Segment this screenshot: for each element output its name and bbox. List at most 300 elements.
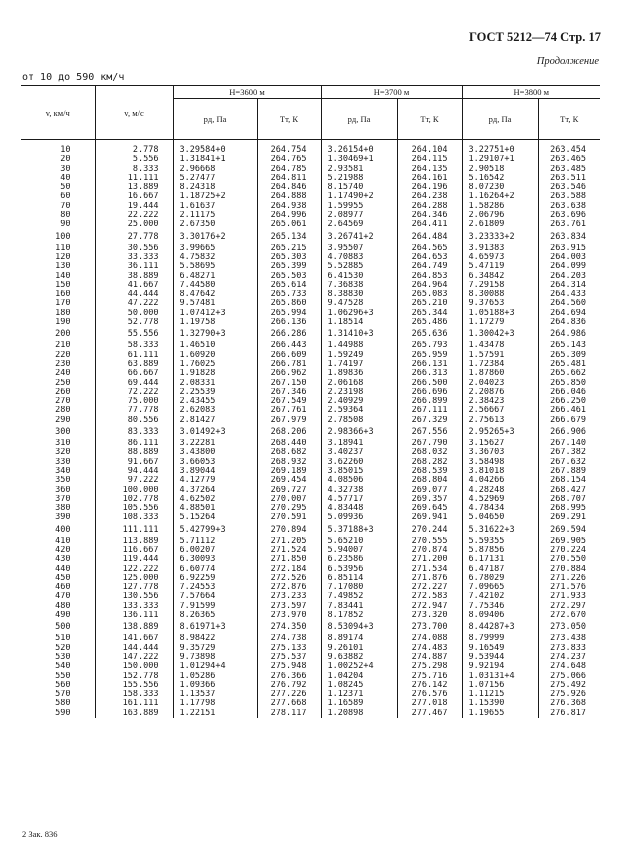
table-cell: 19.444 xyxy=(95,202,173,211)
table-cell: 152.778 xyxy=(95,672,173,681)
table-cell: 8.53094+3 xyxy=(321,620,397,634)
table-cell: 263.834 xyxy=(538,230,600,244)
group-header-row xyxy=(21,86,600,99)
table-cell: 270 xyxy=(55,397,71,407)
table-cell: 265.994 xyxy=(257,309,321,318)
table-cell: 276.142 xyxy=(397,681,462,690)
table-cell: 269.905 xyxy=(538,537,600,546)
table-cell: 264.104 xyxy=(397,140,462,156)
table-cell: 6.34842 xyxy=(462,272,538,281)
table-cell: 41.667 xyxy=(95,281,173,290)
table-cell: 264.765 xyxy=(257,155,321,164)
table-cell: 2.81427 xyxy=(173,416,257,425)
table-row xyxy=(21,318,600,327)
table-cell: 7.49852 xyxy=(321,592,397,601)
table-cell: 7.42102 xyxy=(462,592,538,601)
table-cell: 136.111 xyxy=(95,611,173,620)
table-cell: 77.778 xyxy=(95,406,173,415)
table-cell: 5.37188+3 xyxy=(321,523,397,537)
table-cell: 267.346 xyxy=(257,388,321,397)
table-cell: 3.22751+0 xyxy=(462,140,538,156)
table-cell: 4.37264 xyxy=(173,486,257,495)
table-cell: 278.117 xyxy=(257,709,321,718)
table-cell: 6.53956 xyxy=(321,565,397,574)
table-cell: 120 xyxy=(55,252,71,262)
table-cell: 75.000 xyxy=(95,397,173,406)
table-row xyxy=(21,327,600,341)
table-cell: 90 xyxy=(60,220,71,230)
table-cell: 160 xyxy=(55,290,71,300)
table-cell: 276.368 xyxy=(538,699,600,708)
table-cell: 100 xyxy=(55,231,71,242)
speed-pressure-temperature-table xyxy=(21,85,600,718)
table-cell: 2.43455 xyxy=(173,397,257,406)
table-cell: 2.61809 xyxy=(462,220,538,229)
table-cell: 264.888 xyxy=(257,192,321,201)
table-cell: 7.83441 xyxy=(321,602,397,611)
table-cell: 8.98422 xyxy=(173,634,257,643)
table-row xyxy=(21,309,600,318)
table-cell: 6.60774 xyxy=(173,565,257,574)
table-cell: 267.329 xyxy=(397,416,462,425)
table-cell: 5.71112 xyxy=(173,537,257,546)
table-cell: 7.44580 xyxy=(173,281,257,290)
table-cell: 4.57717 xyxy=(321,495,397,504)
table-cell: 270.550 xyxy=(538,555,600,564)
table-cell: 4.32738 xyxy=(321,486,397,495)
table-cell: 276.817 xyxy=(538,709,600,718)
table-cell: 91.667 xyxy=(95,458,173,467)
table-cell: 275.492 xyxy=(538,681,600,690)
table-row xyxy=(21,397,600,406)
table-cell: 22.222 xyxy=(95,211,173,220)
table-cell: 190 xyxy=(55,318,71,328)
table-cell: 450 xyxy=(55,573,71,583)
table-row xyxy=(21,253,600,262)
table-cell: 80.556 xyxy=(95,416,173,425)
table-cell: 69.444 xyxy=(95,379,173,388)
table-cell: 200 xyxy=(55,329,71,340)
table-cell: 9.35729 xyxy=(173,644,257,653)
table-cell: 3.85015 xyxy=(321,467,397,476)
table-cell: 280 xyxy=(55,406,71,416)
tt-header: Tт, К xyxy=(397,99,462,140)
table-cell: 150 xyxy=(55,280,71,290)
table-cell: 266.500 xyxy=(397,379,462,388)
table-cell: 267.556 xyxy=(397,425,462,439)
table-cell: 20 xyxy=(60,155,71,165)
table-cell: 3.43800 xyxy=(173,448,257,457)
table-cell: 2.90518 xyxy=(462,165,538,174)
table-row xyxy=(21,290,600,299)
table-cell: 3.36703 xyxy=(462,448,538,457)
table-cell: 265.344 xyxy=(397,309,462,318)
table-row xyxy=(21,555,600,564)
table-cell: 170 xyxy=(55,299,71,309)
table-cell: 1.89836 xyxy=(321,369,397,378)
table-cell: 9.92194 xyxy=(462,662,538,671)
table-cell: 5.31622+3 xyxy=(462,523,538,537)
table-cell: 265.309 xyxy=(538,351,600,360)
table-cell: 4.78434 xyxy=(462,504,538,513)
table-cell: 264.346 xyxy=(397,211,462,220)
table-cell: 240 xyxy=(55,369,71,379)
table-cell: 1.05286 xyxy=(173,672,257,681)
table-cell: 360 xyxy=(55,485,71,495)
table-cell: 1.18725+2 xyxy=(173,192,257,201)
table-cell: 270.007 xyxy=(257,495,321,504)
table-cell: 1.16589 xyxy=(321,699,397,708)
table-row xyxy=(21,183,600,192)
table-cell: 264.099 xyxy=(538,262,600,271)
table-cell: 277.018 xyxy=(397,699,462,708)
table-row xyxy=(21,620,600,634)
table-cell: 3.99665 xyxy=(173,244,257,253)
table-cell: 270.894 xyxy=(257,523,321,537)
table-cell: 266.679 xyxy=(538,416,600,425)
table-cell: 3.01492+3 xyxy=(173,425,257,439)
table-cell: 269.941 xyxy=(397,513,462,522)
table-cell: 2.75613 xyxy=(462,416,538,425)
table-cell: 264.314 xyxy=(538,281,600,290)
altitude-group-header: H=3800 м xyxy=(462,86,600,99)
table-cell: 263.511 xyxy=(538,174,600,183)
table-cell: 590 xyxy=(55,708,71,718)
table-cell: 250 xyxy=(55,378,71,388)
table-row xyxy=(21,281,600,290)
table-cell: 264.785 xyxy=(257,165,321,174)
table-cell: 25.000 xyxy=(95,220,173,229)
table-cell: 263.588 xyxy=(538,192,600,201)
table-cell: 274.648 xyxy=(538,662,600,671)
table-row xyxy=(21,406,600,415)
table-cell: 2.40929 xyxy=(321,397,397,406)
table-cell: 500 xyxy=(55,622,71,633)
table-cell: 2.04023 xyxy=(462,379,538,388)
table-cell: 264.560 xyxy=(538,299,600,308)
table-cell: 340 xyxy=(55,466,71,476)
table-cell: 5.04650 xyxy=(462,513,538,522)
table-cell: 264.846 xyxy=(257,183,321,192)
table-cell: 9.53944 xyxy=(462,653,538,662)
pd-header: pд, Па xyxy=(173,99,257,140)
table-cell: 9.73898 xyxy=(173,653,257,662)
table-cell: 264.411 xyxy=(397,220,462,229)
table-cell: 269.454 xyxy=(257,476,321,485)
table-row xyxy=(21,299,600,308)
tt-header: Tт, К xyxy=(257,99,321,140)
table-cell: 530 xyxy=(55,652,71,662)
table-cell: 3.22281 xyxy=(173,439,257,448)
table-cell: 1.22151 xyxy=(173,709,257,718)
table-cell: 1.07412+3 xyxy=(173,309,257,318)
table-cell: 8.333 xyxy=(95,165,173,174)
table-row xyxy=(21,495,600,504)
table-cell: 97.222 xyxy=(95,476,173,485)
table-cell: 330 xyxy=(55,457,71,467)
table-cell: 8.09406 xyxy=(462,611,538,620)
table-cell: 265.850 xyxy=(538,379,600,388)
table-cell: 275.926 xyxy=(538,690,600,699)
table-row xyxy=(21,379,600,388)
table-cell: 272.670 xyxy=(538,611,600,620)
table-cell: 7.57664 xyxy=(173,592,257,601)
pd-header: pд, Па xyxy=(462,99,538,140)
table-row xyxy=(21,653,600,662)
table-cell: 5.59355 xyxy=(462,537,538,546)
table-cell: 274.237 xyxy=(538,653,600,662)
table-cell: 290 xyxy=(55,415,71,425)
table-cell: 47.222 xyxy=(95,299,173,308)
table-cell: 3.40237 xyxy=(321,448,397,457)
table-cell: 269.727 xyxy=(257,486,321,495)
table-row xyxy=(21,513,600,522)
table-cell: 88.889 xyxy=(95,448,173,457)
table-cell: 268.440 xyxy=(257,439,321,448)
table-cell: 1.30042+3 xyxy=(462,327,538,341)
table-cell: 265.614 xyxy=(257,281,321,290)
table-cell: 400 xyxy=(55,524,71,535)
table-cell: 490 xyxy=(55,611,71,621)
table-row xyxy=(21,681,600,690)
table-cell: 272.184 xyxy=(257,565,321,574)
table-cell: 271.876 xyxy=(397,574,462,583)
table-cell: 38.889 xyxy=(95,272,173,281)
table-cell: 1.11215 xyxy=(462,690,538,699)
table-cell: 267.549 xyxy=(257,397,321,406)
table-row xyxy=(21,662,600,671)
table-cell: 430 xyxy=(55,555,71,565)
table-cell: 264.811 xyxy=(257,174,321,183)
table-cell: 6.92259 xyxy=(173,574,257,583)
table-cell: 271.850 xyxy=(257,555,321,564)
table-cell: 272.227 xyxy=(397,583,462,592)
table-row xyxy=(21,272,600,281)
table-cell: 1.58286 xyxy=(462,202,538,211)
v-kmh-header: v, км/ч xyxy=(21,86,95,140)
table-cell: 2.08977 xyxy=(321,211,397,220)
table-cell: 4.28248 xyxy=(462,486,538,495)
table-cell: 264.653 xyxy=(397,253,462,262)
table-cell: 6.30093 xyxy=(173,555,257,564)
table-cell: 5.87856 xyxy=(462,546,538,555)
table-cell: 1.76025 xyxy=(173,360,257,369)
table-cell: 272.583 xyxy=(397,592,462,601)
table-cell: 275.066 xyxy=(538,672,600,681)
table-cell: 263.696 xyxy=(538,211,600,220)
table-cell: 7.09665 xyxy=(462,583,538,592)
table-cell: 260 xyxy=(55,387,71,397)
table-cell: 66.667 xyxy=(95,369,173,378)
table-cell: 4.12779 xyxy=(173,476,257,485)
table-row xyxy=(21,690,600,699)
table-cell: 130.556 xyxy=(95,592,173,601)
table-cell: 2.62083 xyxy=(173,406,257,415)
table-cell: 268.154 xyxy=(538,476,600,485)
table-cell: 390 xyxy=(55,513,71,523)
table-cell: 272.876 xyxy=(257,583,321,592)
table-cell: 263.454 xyxy=(538,140,600,156)
table-cell: 264.288 xyxy=(397,202,462,211)
table-cell: 44.444 xyxy=(95,290,173,299)
table-cell: 274.887 xyxy=(397,653,462,662)
table-cell: 274.483 xyxy=(397,644,462,653)
table-cell: 267.632 xyxy=(538,458,600,467)
table-cell: 4.08506 xyxy=(321,476,397,485)
table-cell: 133.333 xyxy=(95,602,173,611)
table-cell: 264.196 xyxy=(397,183,462,192)
table-cell: 4.70883 xyxy=(321,253,397,262)
table-cell: 9.37653 xyxy=(462,299,538,308)
table-cell: 6.85114 xyxy=(321,574,397,583)
table-cell: 3.18941 xyxy=(321,439,397,448)
table-cell: 268.932 xyxy=(257,458,321,467)
table-cell: 4.83448 xyxy=(321,504,397,513)
table-cell: 1.17490+2 xyxy=(321,192,397,201)
table-cell: 2.23198 xyxy=(321,388,397,397)
table-cell: 8.15740 xyxy=(321,183,397,192)
table-cell: 5.27477 xyxy=(173,174,257,183)
table-cell: 4.88501 xyxy=(173,504,257,513)
table-cell: 50 xyxy=(60,183,71,193)
table-cell: 1.15390 xyxy=(462,699,538,708)
table-cell: 6.48271 xyxy=(173,272,257,281)
table-cell: 1.09366 xyxy=(173,681,257,690)
table-cell: 5.47119 xyxy=(462,262,538,271)
table-cell: 264.694 xyxy=(538,309,600,318)
table-row xyxy=(21,388,600,397)
table-cell: 163.889 xyxy=(95,709,173,718)
table-cell: 320 xyxy=(55,448,71,458)
table-row xyxy=(21,211,600,220)
table-cell: 4.04266 xyxy=(462,476,538,485)
table-cell: 580 xyxy=(55,699,71,709)
table-cell: 264.749 xyxy=(397,262,462,271)
table-cell: 2.56667 xyxy=(462,406,538,415)
table-cell: 80 xyxy=(60,211,71,221)
table-cell: 268.707 xyxy=(538,495,600,504)
table-cell: 111.111 xyxy=(95,523,173,537)
continuation-label: Продолжение xyxy=(536,56,599,67)
table-cell: 273.597 xyxy=(257,602,321,611)
table-cell: 264.964 xyxy=(397,281,462,290)
table-cell: 3.15627 xyxy=(462,439,538,448)
table-cell: 8.79999 xyxy=(462,634,538,643)
table-cell: 277.467 xyxy=(397,709,462,718)
table-cell: 7.75346 xyxy=(462,602,538,611)
table-cell: 275.298 xyxy=(397,662,462,671)
table-cell: 1.74197 xyxy=(321,360,397,369)
table-cell: 1.87860 xyxy=(462,369,538,378)
table-cell: 3.95507 xyxy=(321,244,397,253)
table-cell: 116.667 xyxy=(95,546,173,555)
table-row xyxy=(21,192,600,201)
table-cell: 1.01294+4 xyxy=(173,662,257,671)
table-cell: 1.19758 xyxy=(173,318,257,327)
table-row xyxy=(21,448,600,457)
table-cell: 13.889 xyxy=(95,183,173,192)
table-cell: 3.62260 xyxy=(321,458,397,467)
table-cell: 268.804 xyxy=(397,476,462,485)
table-row xyxy=(21,523,600,537)
table-cell: 125.000 xyxy=(95,574,173,583)
table-cell: 161.111 xyxy=(95,699,173,708)
table-cell: 266.250 xyxy=(538,397,600,406)
table-cell: 2.778 xyxy=(95,140,173,156)
table-cell: 271.524 xyxy=(257,546,321,555)
table-row xyxy=(21,140,600,156)
table-cell: 6.00207 xyxy=(173,546,257,555)
table-cell: 5.65210 xyxy=(321,537,397,546)
table-cell: 271.205 xyxy=(257,537,321,546)
table-cell: 275.716 xyxy=(397,672,462,681)
table-cell: 33.333 xyxy=(95,253,173,262)
table-cell: 1.12371 xyxy=(321,690,397,699)
table-cell: 2.98366+3 xyxy=(321,425,397,439)
table-cell: 155.556 xyxy=(95,681,173,690)
table-cell: 5.09936 xyxy=(321,513,397,522)
table-cell: 230 xyxy=(55,359,71,369)
table-cell: 264.203 xyxy=(538,272,600,281)
table-row xyxy=(21,165,600,174)
table-row xyxy=(21,155,600,164)
table-cell: 9.26101 xyxy=(321,644,397,653)
table-cell: 5.15264 xyxy=(173,513,257,522)
table-row xyxy=(21,416,600,425)
table-cell: 1.19655 xyxy=(462,709,538,718)
table-cell: 267.140 xyxy=(538,439,600,448)
table-cell: 266.131 xyxy=(397,360,462,369)
table-cell: 40 xyxy=(60,173,71,183)
table-cell: 560 xyxy=(55,680,71,690)
table-cell: 61.111 xyxy=(95,351,173,360)
table-cell: 269.291 xyxy=(538,513,600,522)
tt-header: Tт, К xyxy=(538,99,600,140)
table-cell: 2.96668 xyxy=(173,165,257,174)
table-row xyxy=(21,425,600,439)
table-cell: 263.915 xyxy=(538,244,600,253)
table-row xyxy=(21,709,600,718)
table-cell: 268.995 xyxy=(538,504,600,513)
table-cell: 269.077 xyxy=(397,486,462,495)
table-row xyxy=(21,611,600,620)
table-cell: 267.382 xyxy=(538,448,600,457)
table-cell: 70 xyxy=(60,201,71,211)
table-cell: 8.61971+3 xyxy=(173,620,257,634)
table-cell: 264.135 xyxy=(397,165,462,174)
table-cell: 265.486 xyxy=(397,318,462,327)
table-cell: 8.30088 xyxy=(462,290,538,299)
table-row xyxy=(21,341,600,350)
table-cell: 1.32790+3 xyxy=(173,327,257,341)
page-footer: 2 Зак. 836 xyxy=(22,829,58,839)
table-cell: 105.556 xyxy=(95,504,173,513)
table-cell: 2.11175 xyxy=(173,211,257,220)
table-cell: 271.534 xyxy=(397,565,462,574)
table-cell: 263.638 xyxy=(538,202,600,211)
table-cell: 5.94007 xyxy=(321,546,397,555)
table-row xyxy=(21,351,600,360)
table-cell: 108.333 xyxy=(95,513,173,522)
table-cell: 220 xyxy=(55,350,71,360)
table-cell: 264.433 xyxy=(538,290,600,299)
table-cell: 266.136 xyxy=(257,318,321,327)
table-cell: 300 xyxy=(55,427,71,438)
table-cell: 520 xyxy=(55,643,71,653)
table-cell: 138.889 xyxy=(95,620,173,634)
table-row xyxy=(21,220,600,229)
table-cell: 266.696 xyxy=(397,388,462,397)
